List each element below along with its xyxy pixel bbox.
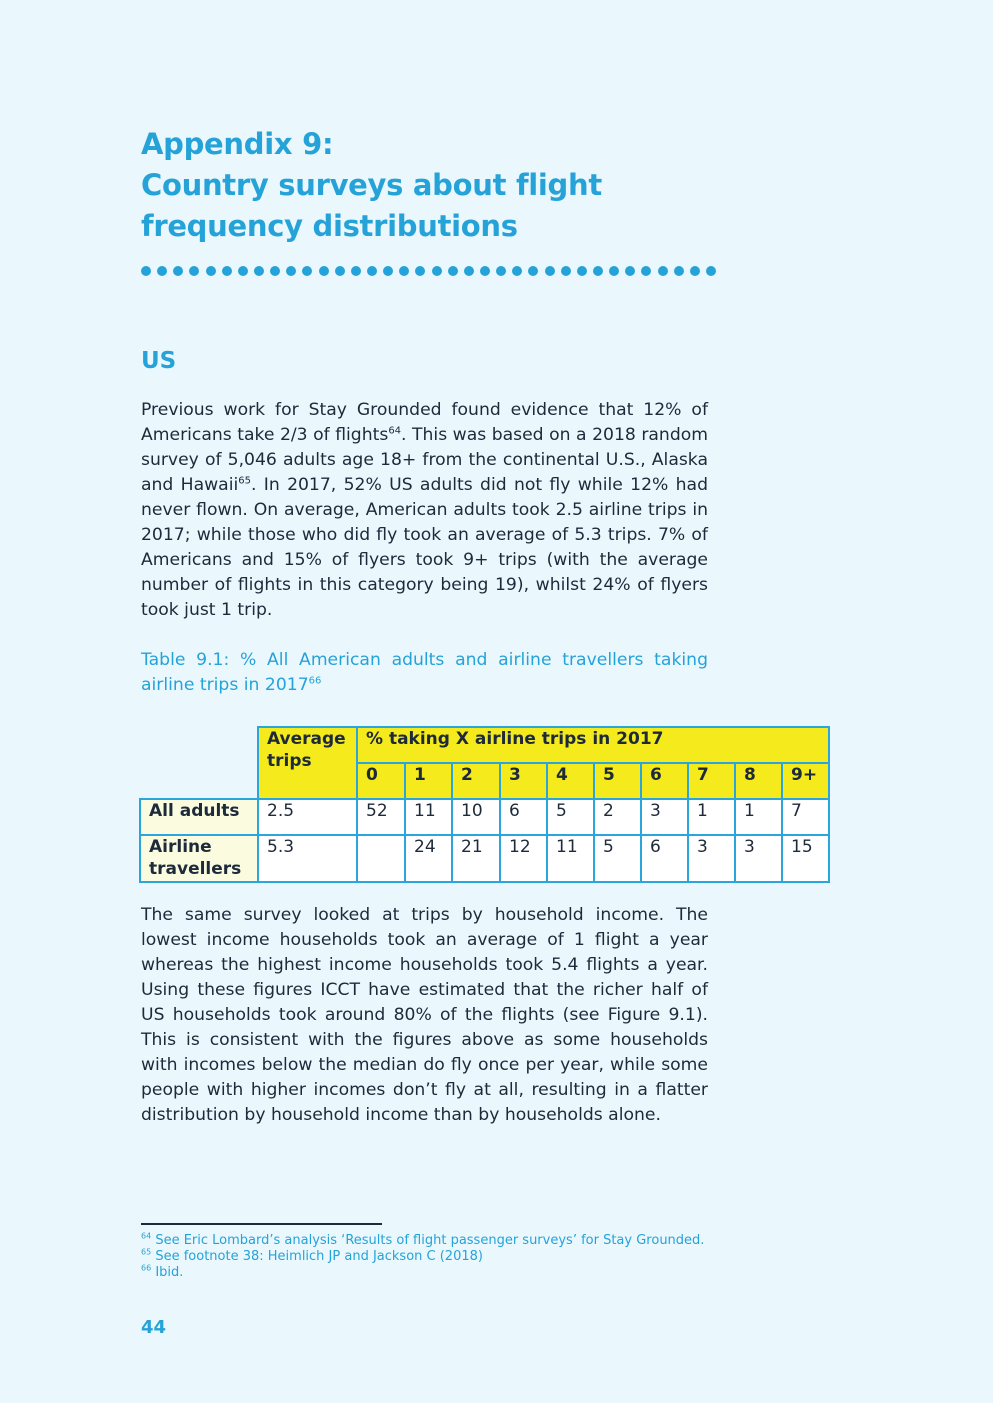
table-cell: 21	[452, 835, 500, 882]
table-cell: 3	[688, 835, 735, 882]
trip-count-header: 7	[688, 763, 735, 799]
income-paragraph: The same survey looked at trips by household income. The lowest income households took an average of 1 flight a year whereas the highest income households took 5.4 flights a year. Using these figures ICCT have estimated that the richer half of US households took around 80% of the flights (see Figure 9.1). This is consistent with the figures above as some households with incomes below the median do fly once per year, while some people with higher incomes don’t fly at all, resulting in a flatter distribution by household income than by households alone.	[141, 905, 708, 1125]
divider-dot	[222, 266, 232, 276]
table-cell: 2	[594, 799, 641, 835]
footnote-ref-64[interactable]: 64	[388, 425, 402, 437]
divider-dot	[351, 266, 361, 276]
divider-dot	[238, 266, 248, 276]
row-label: Airline travellers	[140, 835, 258, 882]
table-cell: 10	[452, 799, 500, 835]
divider-dot	[173, 266, 183, 276]
intro-paragraph	[141, 398, 708, 623]
trips-table	[139, 726, 830, 883]
title-line-1: Appendix 9:	[141, 127, 334, 161]
divider-dot	[254, 266, 264, 276]
divider-dot	[690, 266, 700, 276]
divider-dot	[609, 266, 619, 276]
divider-dot	[674, 266, 684, 276]
divider-dot	[658, 266, 668, 276]
table-cell	[357, 835, 405, 882]
trip-count-header: 4	[547, 763, 594, 799]
page-title	[141, 124, 761, 247]
footnote-ref-66[interactable]: 66	[308, 675, 322, 687]
trip-count-header: 0	[357, 763, 405, 799]
table-row	[140, 835, 829, 882]
dotted-divider	[141, 264, 716, 278]
row-label: All adults	[140, 799, 258, 835]
table-row	[140, 799, 829, 835]
pct-trips-header: % taking X airline trips in 2017	[357, 727, 829, 763]
divider-dot	[577, 266, 587, 276]
trip-count-header: 3	[500, 763, 547, 799]
footnote-text: See footnote 38: Heimlich JP and Jackson C (2018)	[155, 1249, 483, 1264]
divider-dot	[399, 266, 409, 276]
table-cell: 5	[594, 835, 641, 882]
table-cell: 11	[405, 799, 452, 835]
trip-count-header: 5	[594, 763, 641, 799]
footnote-divider	[141, 1223, 382, 1225]
avg-trips-header: Average trips	[258, 727, 357, 799]
divider-dot	[270, 266, 280, 276]
intro-text-part-2: . This was based on a 2018 random survey of 5,046 adults age 18+ from the continental U.S., Alaska and Hawaii	[141, 425, 708, 495]
divider-dot	[319, 266, 329, 276]
table-caption	[141, 648, 708, 698]
table-cell: 52	[357, 799, 405, 835]
footnote-number: 64	[141, 1231, 152, 1241]
divider-dot	[496, 266, 506, 276]
avg-trips-value: 2.5	[258, 799, 357, 835]
intro-text-part-1: Previous work for Stay Grounded found evidence that 12% of Americans take 2/3 of flights	[141, 400, 708, 445]
divider-dot	[528, 266, 538, 276]
table-cell: 11	[547, 835, 594, 882]
table-cell: 6	[641, 835, 688, 882]
divider-dot	[706, 266, 716, 276]
trip-count-header: 1	[405, 763, 452, 799]
table-cell: 3	[735, 835, 782, 882]
table-cell: 12	[500, 835, 547, 882]
footnote	[141, 1265, 704, 1281]
footnote	[141, 1249, 704, 1265]
footnote-text: Ibid.	[155, 1265, 184, 1280]
divider-dot	[593, 266, 603, 276]
footnote	[141, 1233, 704, 1249]
divider-dot	[335, 266, 345, 276]
table-cell: 7	[782, 799, 829, 835]
title-line-3: frequency distributions	[141, 209, 518, 243]
divider-dot	[561, 266, 571, 276]
divider-dot	[512, 266, 522, 276]
table-cell: 1	[688, 799, 735, 835]
footnotes	[141, 1233, 704, 1281]
divider-dot	[206, 266, 216, 276]
divider-dot	[383, 266, 393, 276]
table-cell: 24	[405, 835, 452, 882]
trip-count-header: 6	[641, 763, 688, 799]
footnote-text: See Eric Lombard’s analysis ‘Results of flight passenger surveys’ for Stay Grounded.	[155, 1233, 705, 1248]
footnote-ref-65[interactable]: 65	[238, 475, 251, 487]
divider-dot	[480, 266, 490, 276]
divider-dot	[641, 266, 651, 276]
divider-dot	[286, 266, 296, 276]
table-caption-text: Table 9.1: % All American adults and airline travellers taking airline trips in 2017	[141, 650, 708, 695]
divider-dot	[545, 266, 555, 276]
footnote-number: 66	[141, 1263, 152, 1273]
divider-dot	[625, 266, 635, 276]
footnote-number: 65	[141, 1247, 152, 1257]
page-number: 44	[141, 1317, 167, 1338]
divider-dot	[367, 266, 377, 276]
divider-dot	[415, 266, 425, 276]
trip-count-header: 9+	[782, 763, 829, 799]
section-heading: US	[141, 348, 177, 374]
avg-trips-value: 5.3	[258, 835, 357, 882]
table-cell: 5	[547, 799, 594, 835]
table-cell: 15	[782, 835, 829, 882]
divider-dot	[189, 266, 199, 276]
title-line-2: Country surveys about flight	[141, 168, 602, 202]
table-cell: 3	[641, 799, 688, 835]
trip-count-header: 2	[452, 763, 500, 799]
divider-dot	[432, 266, 442, 276]
divider-dot	[448, 266, 458, 276]
divider-dot	[157, 266, 167, 276]
table-cell: 6	[500, 799, 547, 835]
intro-text-part-3: . In 2017, 52% US adults did not fly while 12% had never flown. On average, American adults took 2.5 airline trips in 2017; while those who did fly took an average of 5.3 trips. 7% of Americans and 15% of flyers took 9+ trips (with the average number of flights in this category being 19), whilst 24% of flyers took just 1 trip.	[141, 475, 709, 620]
divider-dot	[141, 266, 151, 276]
table-corner	[140, 727, 258, 799]
divider-dot	[464, 266, 474, 276]
divider-dot	[302, 266, 312, 276]
trip-count-header: 8	[735, 763, 782, 799]
table-cell: 1	[735, 799, 782, 835]
